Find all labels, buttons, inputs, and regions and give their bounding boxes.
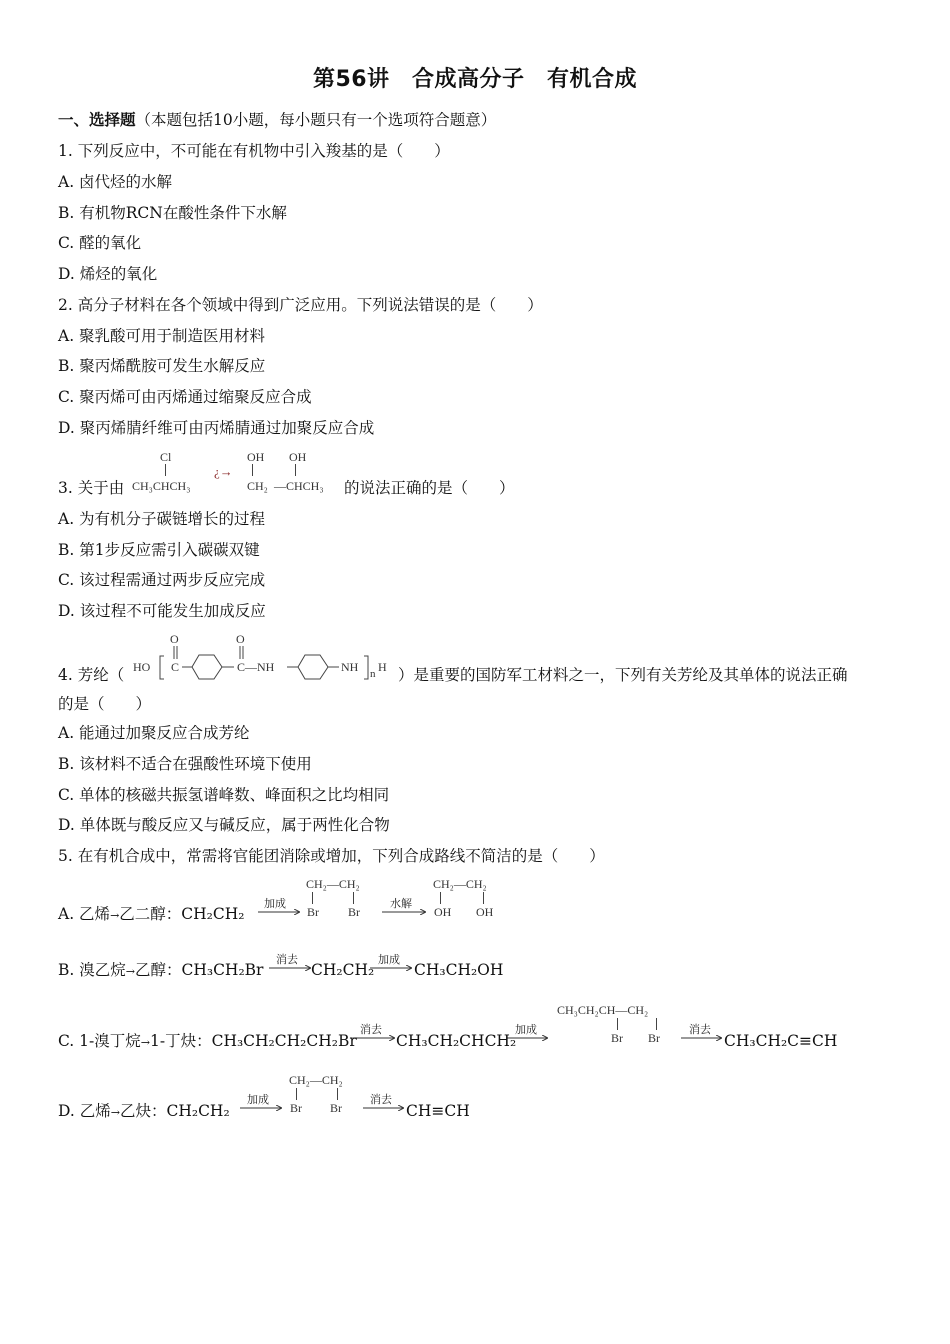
- q4-option-b[interactable]: B. 该材料不适合在强酸性环境下使用: [58, 755, 312, 773]
- q3-product-oh2: OH: [289, 450, 307, 464]
- q5-bond: [337, 1088, 338, 1100]
- q5-a-inter-br1: Br: [307, 905, 319, 919]
- q5-c-step3: 消去: [689, 1023, 711, 1036]
- q5-bond: [312, 892, 313, 904]
- q5-c-label: C. 1-溴丁烷: [58, 1032, 141, 1050]
- q1-option-c[interactable]: C. 醛的氧化: [58, 234, 142, 252]
- q5-b-start: CH₃CH₂Br: [181, 961, 264, 979]
- q4-option-d[interactable]: D. 单体既与酸反应又与碱反应，属于两性化合物: [58, 816, 390, 834]
- q1-option-b[interactable]: B. 有机物RCN在酸性条件下水解: [58, 204, 287, 222]
- q5-d-step1: 加成: [247, 1093, 269, 1106]
- q4-option-a[interactable]: A. 能通过加聚反应合成芳纶: [58, 724, 250, 742]
- q4-o1: O: [170, 632, 179, 646]
- q4-nh-end: NH: [341, 660, 359, 674]
- q5-c-start: CH₃CH₂CH₂CH₂Br: [211, 1032, 357, 1050]
- q1-option-d[interactable]: D. 烯烃的氧化: [58, 265, 158, 283]
- q5-c-step2: 加成: [515, 1023, 537, 1036]
- q5-c-prod: CH₃CH₂C≡CH: [724, 1032, 838, 1050]
- q5-a-prod-oh1: OH: [434, 905, 452, 919]
- q5-d-step2: 消去: [370, 1093, 392, 1106]
- q5-a-start: CH₂: [181, 905, 213, 923]
- q1-stem: 1. 下列反应中，不可能在有机物中引入羧基的是（ ）: [58, 142, 450, 160]
- q4-n: n: [370, 668, 376, 680]
- q5-d-arrow: →: [110, 1106, 120, 1119]
- q5-b-step1: 消去: [276, 953, 298, 966]
- q4-stem-line2: 的是（ ）: [58, 695, 152, 713]
- q2-option-b[interactable]: B. 聚丙烯酰胺可发生水解反应: [58, 357, 266, 375]
- q5-a-step1: 加成: [264, 897, 286, 910]
- q4-prefix: 4. 芳纶（: [58, 666, 125, 684]
- q4-c2: C—NH: [237, 660, 275, 674]
- q5-a-start2: CH₂: [212, 905, 245, 923]
- q5-d-inter-br2: Br: [330, 1101, 342, 1115]
- q5-a-arrow: →: [110, 909, 120, 922]
- q2-option-c[interactable]: C. 聚丙烯可由丙烯通过缩聚反应合成: [58, 388, 312, 406]
- page-title: 第56讲 合成高分子 有机合成: [312, 67, 638, 92]
- q3-prefix: 3. 关于由: [58, 479, 125, 497]
- q5-d-inter-top: CH₂—CH₂: [289, 1073, 343, 1087]
- q2-option-a[interactable]: A. 聚乳酸可用于制造医用材料: [58, 327, 266, 345]
- q5-a-inter-top: CH₂—CH₂: [306, 877, 360, 891]
- q3-reactant-main: CH₃CHCH₃: [132, 479, 191, 493]
- q5-c-target: 1-丁炔：: [149, 1032, 212, 1050]
- q5-d-start: CH₂: [166, 1102, 199, 1120]
- q5-b-inter-b: CH₂: [342, 961, 375, 979]
- q5-c-dib-top: CH₃CH₂CH—CH₂: [557, 1003, 649, 1017]
- q5-c-arrow: →: [140, 1036, 150, 1049]
- q3-product-oh1: OH: [247, 450, 265, 464]
- q5-option-c[interactable]: [58, 1031, 357, 1053]
- q5-a-target: 乙二醇：: [119, 905, 182, 923]
- q5-c-inter-b: CH₂: [484, 1032, 517, 1050]
- q5-bond: [353, 892, 354, 904]
- q5-a-inter-br2: Br: [348, 905, 360, 919]
- q5-bond: [656, 1018, 657, 1030]
- q5-b-target: 乙醇：: [134, 961, 182, 979]
- q5-a-label: A. 乙烯: [58, 905, 111, 923]
- q4-option-c[interactable]: C. 单体的核磁共振氢谱峰数、峰面积之比均相同: [58, 786, 390, 804]
- q2-stem: 2. 高分子材料在各个领域中得到广泛应用。下列说法错误的是（ ）: [58, 296, 543, 314]
- q5-stem: 5. 在有机合成中，常需将官能团消除或增加，下列合成路线不简洁的是（ ）: [58, 847, 605, 865]
- q5-b-inter-a: CH₂: [311, 961, 343, 979]
- q4-ho: HO: [133, 660, 151, 674]
- q3-suffix: 的说法正确的是（ ）: [344, 479, 515, 497]
- q3-reactant-cl: Cl: [160, 450, 172, 464]
- q5-option-d[interactable]: [58, 1101, 230, 1123]
- q3-arrow-mark: ¿→: [214, 464, 233, 479]
- q5-option-a[interactable]: [58, 904, 244, 926]
- q3-option-b[interactable]: B. 第1步反应需引入碳碳双键: [58, 541, 260, 559]
- q5-d-start2: CH₂: [198, 1102, 230, 1120]
- q4-h: H: [378, 660, 387, 674]
- section-note: （本题包括10小题，每小题只有一个选项符合题意）: [135, 111, 497, 129]
- q5-b-label: B. 溴乙烷: [58, 961, 126, 979]
- q5-b-arrow: →: [125, 965, 135, 978]
- q3-option-d[interactable]: D. 该过程不可能发生加成反应: [58, 602, 266, 620]
- q3-product-main1: CH₂: [247, 479, 268, 493]
- q5-d-target: 乙炔：: [119, 1102, 167, 1120]
- q5-d-prod: CH≡CH: [406, 1102, 470, 1120]
- q5-c-inter: [396, 1031, 516, 1051]
- q5-c-dib-br1: Br: [611, 1031, 623, 1045]
- q5-a-step2: 水解: [390, 897, 412, 910]
- q5-b-prod: CH₃CH₂OH: [414, 961, 504, 979]
- q5-c-dib-br2: Br: [648, 1031, 660, 1045]
- q5-a-prod-top: CH₂—CH₂: [433, 877, 487, 891]
- q5-option-b[interactable]: [58, 960, 263, 982]
- q4-o2: O: [236, 632, 245, 646]
- q5-bond: [617, 1018, 618, 1030]
- q4-suffix: ）是重要的国防军工材料之一，下列有关芳纶及其单体的说法正确: [398, 666, 848, 684]
- q5-c-inter-a: CH₃CH₂CH: [396, 1032, 485, 1050]
- q5-bond: [440, 892, 441, 904]
- section-label: 一、选择题: [58, 111, 136, 129]
- q5-c-step1: 消去: [360, 1023, 382, 1036]
- q3-option-a[interactable]: A. 为有机分子碳链增长的过程: [58, 510, 266, 528]
- q5-b-step2: 加成: [378, 953, 400, 966]
- q1-option-a[interactable]: A. 卤代烃的水解: [58, 173, 173, 191]
- q3-option-c[interactable]: C. 该过程需通过两步反应完成: [58, 571, 266, 589]
- q5-bond: [296, 1088, 297, 1100]
- q5-d-label: D. 乙烯: [58, 1102, 111, 1120]
- q5-bond: [483, 892, 484, 904]
- q3-product-main2: —CHCH₃: [274, 479, 324, 493]
- q5-a-prod-oh2: OH: [476, 905, 494, 919]
- q2-option-d[interactable]: D. 聚丙烯腈纤维可由丙烯腈通过加聚反应合成: [58, 419, 375, 437]
- q4-c1: C: [171, 660, 180, 674]
- q5-b-inter: [311, 960, 374, 980]
- q5-d-inter-br1: Br: [290, 1101, 302, 1115]
